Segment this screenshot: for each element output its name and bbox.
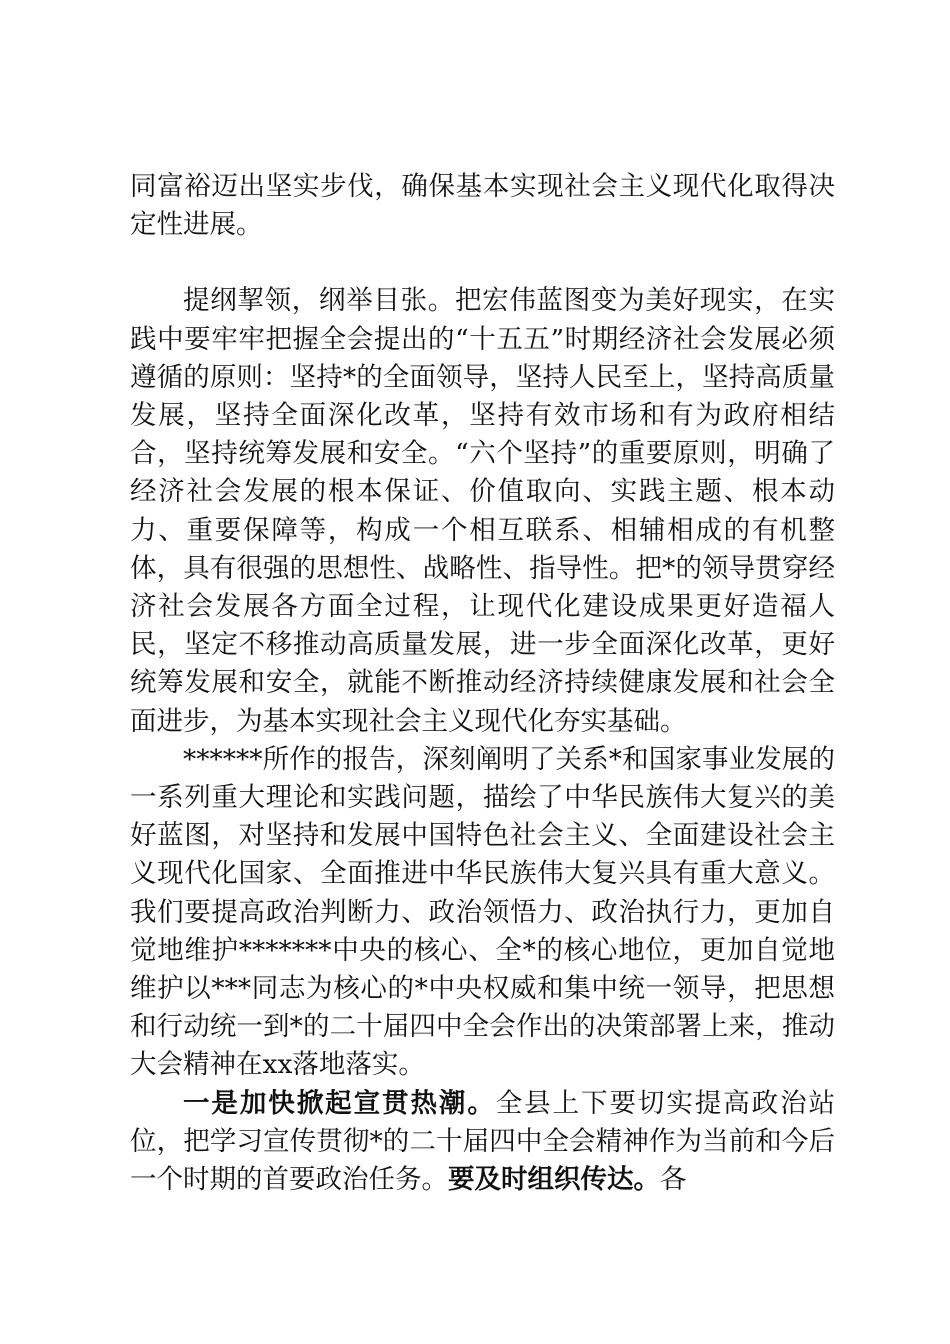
heading-first-task: 一是加快掀起宣贯热潮。 bbox=[183, 1087, 496, 1119]
paragraph-gap bbox=[130, 244, 835, 282]
document-body bbox=[130, 168, 835, 1199]
first-task-text: 全县上下要切实提高政治站位，把学习宣传贯彻*的二十届四中全会精神作为当前和今后一个时期的首要政治任务。 bbox=[130, 1087, 835, 1196]
paragraph-continuation: 同富裕迈出坚实步伐，确保基本实现社会主义现代化取得决定性进展。 bbox=[130, 171, 835, 241]
paragraph-first-task bbox=[130, 1085, 835, 1200]
paragraph-report: ******所作的报告，深刻阐明了关系*和国家事业发展的一系列重大理论和实践问题，描绘了中华民族伟大复兴的美好蓝图，对坚持和发展中国特色社会主义、全面建设社会主义现代化国家、全面推进中华民族伟大复兴具有重大意义。我们要提高政治判断力、政治领悟力、政治执行力，更加自觉地维护*******中央的核心、全*的核心地位，更加自觉地维护以***同志为核心的*中央权威和集中统一领导，把思想和行动统一到*的二十届四中全会作出的决策部署上来，推动大会精神在xx落地落实。 bbox=[130, 743, 835, 1081]
subheading-convey: 要及时组织传达。 bbox=[448, 1164, 660, 1196]
first-task-tail: 各 bbox=[660, 1164, 687, 1196]
paragraph-principles: 提纲挈领，纲举目张。把宏伟蓝图变为美好现实，在实践中要牢牢把握全会提出的“十五五”时期经济社会发展必须遵循的原则：坚持*的全面领导，坚持人民至上，坚持高质量发展，坚持全面深化改革，坚持有效市场和有为政府相结合，坚持统筹发展和安全。“六个坚持”的重要原则，明确了经济社会发展的根本保证、价值取向、实践主题、根本动力、重要保障等，构成一个相互联系、相辅相成的有机整体，具有很强的思想性、战略性、指导性。把*的领导贯穿经济社会发展各方面全过程，让现代化建设成果更好造福人民，坚定不移推动高质量发展，进一步全面深化改革，更好统筹发展和安全，就能不断推动经济持续健康发展和社会全面进步，为基本实现社会主义现代化夯实基础。 bbox=[130, 285, 835, 737]
